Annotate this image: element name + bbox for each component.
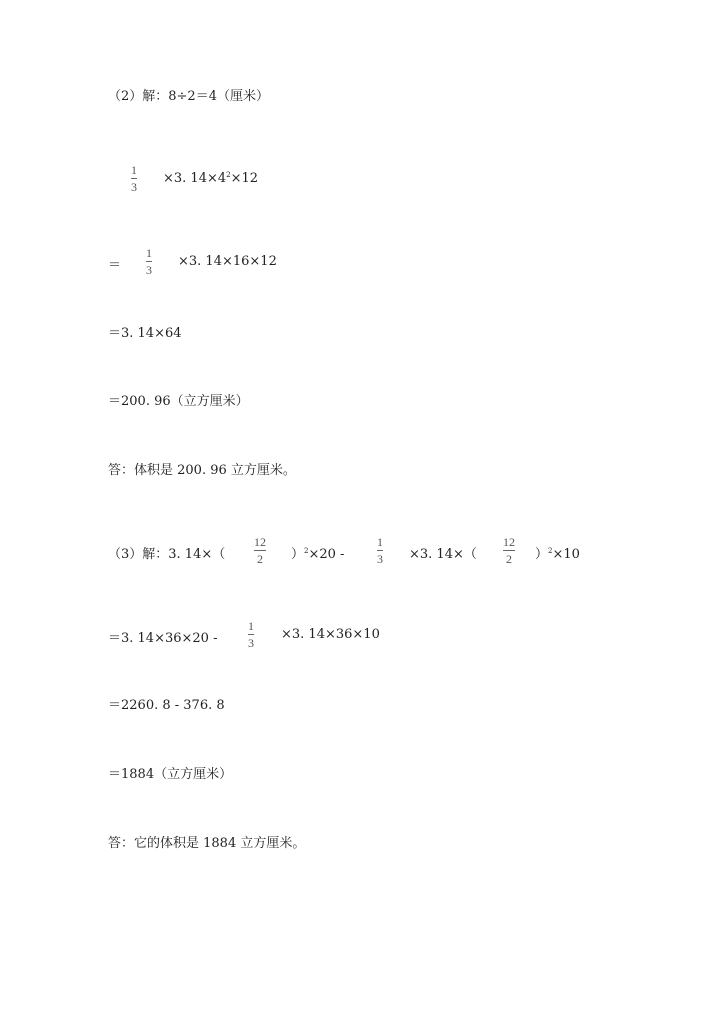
expression-text: ＝3. 14×36×20 - [108,631,218,646]
fraction-denominator: 3 [146,263,152,277]
expression-text: ×3. 14×（ [409,547,477,562]
part2-line5: ＝200. 96（立方厘米） [108,394,249,409]
expression-segment [291,543,344,562]
fraction-denominator: 3 [131,180,137,194]
exponent: 2 [226,171,231,179]
fraction-one-third [131,164,137,194]
fraction-one-third [146,247,152,277]
part2-line1: （2）解：8÷2＝4（厘米） [108,89,269,104]
fraction-denominator: 2 [506,552,512,566]
part2-line4: ＝3. 14×64 [108,326,182,341]
equals-sign: ＝ [108,258,122,273]
fraction-numerator: 1 [377,535,383,549]
expression-text: （3）解：3. 14×（ [108,547,226,562]
expression-text: ×3. 14×36×10 [281,627,380,642]
part2-answer: 答：体积是 200. 96 立方厘米。 [108,463,296,478]
fraction-bar [254,550,266,551]
fraction-numerator: 1 [131,163,137,177]
fraction-numerator: 12 [254,535,266,549]
expression-text: ×10 [552,547,580,562]
fraction-twelve-halves [254,536,266,566]
part3-answer: 答：它的体积是 1884 立方厘米。 [108,836,306,851]
fraction-bar [248,634,254,635]
fraction-denominator: 3 [248,636,254,650]
fraction-denominator: 2 [257,552,263,566]
expression-segment [163,171,258,186]
expression-text: ×3. 14×4 [163,171,227,186]
fraction-numerator: 1 [146,246,152,260]
expression-text: ×20 - [308,547,345,562]
fraction-one-third [248,620,254,650]
fraction-bar [503,550,515,551]
fraction-numerator: 1 [248,619,254,633]
fraction-bar [131,178,137,179]
expression-text: ×3. 14×16×12 [178,254,277,269]
expression-segment [535,543,580,562]
exponent: 2 [304,547,309,555]
part3-line3: ＝2260. 8 - 376. 8 [108,698,225,713]
close-paren: ） [535,547,549,562]
fraction-one-third [377,536,383,566]
exponent: 2 [548,547,553,555]
fraction-twelve-halves [503,536,515,566]
fraction-bar [146,261,152,262]
fraction-denominator: 3 [377,552,383,566]
part3-line4: ＝1884（立方厘米） [108,767,233,782]
expression-text: ×12 [230,171,259,186]
close-paren: ） [291,547,305,562]
fraction-numerator: 12 [503,535,515,549]
fraction-bar [377,550,383,551]
